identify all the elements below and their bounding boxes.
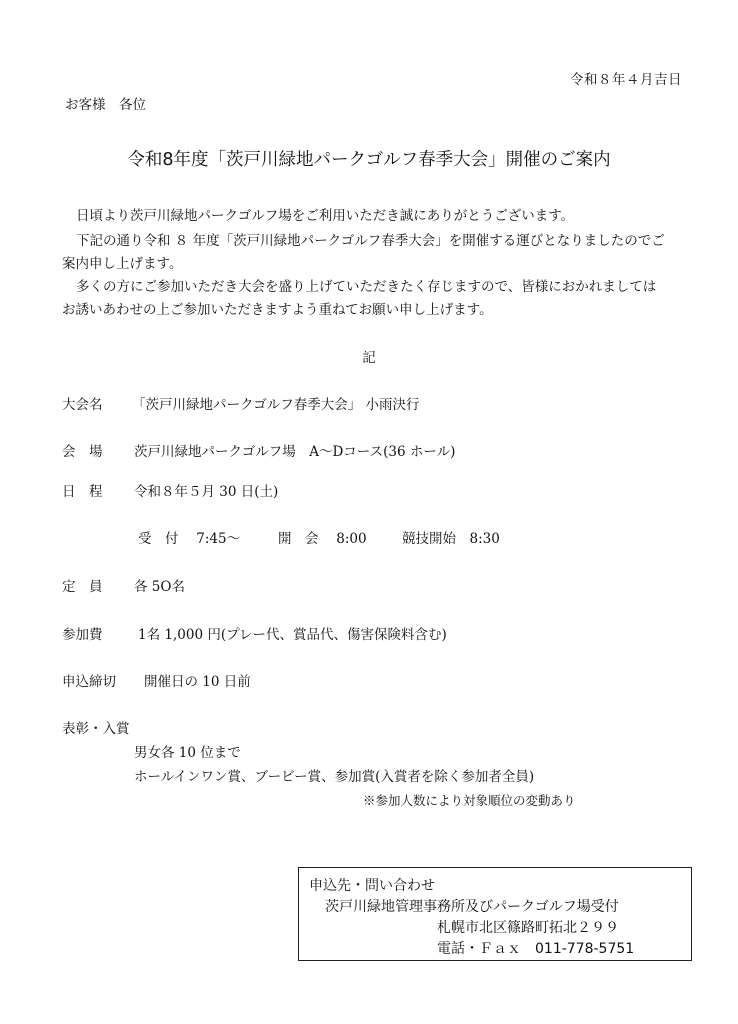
deadline-value: 開催日の 10 日前 bbox=[144, 674, 251, 690]
body-line-2: 下記の通り令和 ８ 年度「茨戸川緑地パークゴルフ春季大会」を開催する運びとなりましたのでご bbox=[76, 233, 665, 249]
opening-time: 開 会 8:00 bbox=[278, 531, 367, 547]
venue-label: 会 場 bbox=[62, 444, 103, 460]
event-label: 大会名 bbox=[62, 397, 103, 413]
reception-time: 受 付 7:45～ bbox=[138, 531, 241, 547]
document-title: 令和8年度「茨戸川緑地パークゴルフ春季大会」開催のご案内 bbox=[127, 150, 611, 170]
date-value: 令和８年５月 30 日(土) bbox=[134, 484, 279, 500]
ki-heading: 記 bbox=[362, 350, 376, 366]
event-value: 「茨戸川緑地パークゴルフ春季大会」 小雨決行 bbox=[132, 397, 420, 413]
award-line-2: ホールインワン賞、ブービー賞、参加賞(入賞者を除く参加者全員) bbox=[134, 769, 535, 785]
addressee: お客様 各位 bbox=[65, 97, 146, 113]
deadline-label: 申込締切 bbox=[62, 674, 116, 690]
date-label: 日 程 bbox=[62, 484, 103, 500]
body-line-5: お誘いあわせの上ご参加いただきますよう重ねてお願い申し上げます。 bbox=[62, 302, 493, 318]
fee-value: 1名 1,000 円(プレー代、賞品代、傷害保険料含む) bbox=[138, 627, 447, 643]
issue-date: 令和８年４月吉日 bbox=[570, 72, 682, 88]
contact-heading: 申込先・問い合わせ bbox=[309, 878, 435, 894]
body-line-1: 日頃より茨戸川緑地パークゴルフ場をご利用いただき誠にありがとうございます。 bbox=[76, 208, 575, 224]
award-line-1: 男女各 10 位まで bbox=[134, 745, 241, 761]
award-label: 表彰・入賞 bbox=[62, 721, 130, 737]
capacity-label: 定 員 bbox=[62, 579, 103, 595]
contact-address: 札幌市北区篠路町拓北２９９ bbox=[437, 920, 619, 936]
contact-phone: 電話・Ｆａｘ 011-778-5751 bbox=[437, 941, 635, 957]
body-line-3: 案内申し上げます。 bbox=[62, 256, 183, 272]
capacity-value: 各 5O名 bbox=[134, 579, 185, 595]
fee-label: 参加費 bbox=[62, 627, 103, 643]
contact-office: 茨戸川緑地管理事務所及びパークゴルフ場受付 bbox=[325, 899, 619, 915]
venue-value: 茨戸川緑地パークゴルフ場 A～Dコース(36 ホール) bbox=[134, 444, 456, 460]
start-time: 競技開始 8:30 bbox=[402, 531, 500, 547]
contact-box bbox=[298, 867, 692, 961]
body-line-4: 多くの方にご参加いただき大会を盛り上げていただきたく存じますので、皆様におかれましては bbox=[76, 279, 657, 295]
award-note: ※参加人数により対象順位の変動あり bbox=[363, 793, 576, 808]
